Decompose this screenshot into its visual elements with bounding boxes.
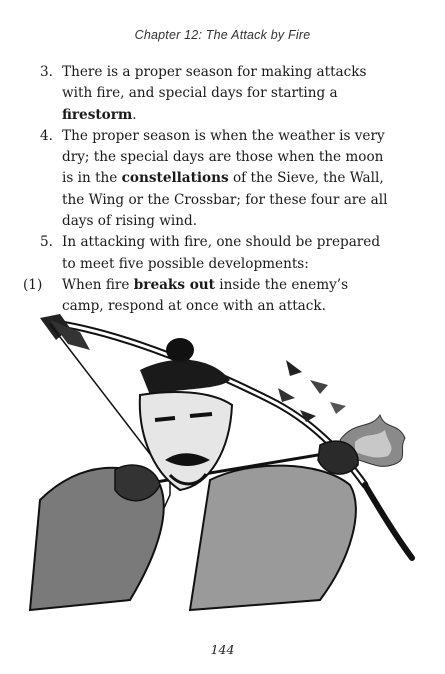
- item-text: In attacking with fire, one should be prepared to meet five possible developments:: [62, 234, 381, 272]
- item-text-end: of the Sieve, the Wall, the Wing or the Crossbar; for these four are all days of rising wind.: [62, 170, 388, 230]
- item-number: 3.: [40, 64, 53, 80]
- glossary-term: breaks out: [133, 276, 215, 293]
- page-number: 144: [210, 642, 235, 657]
- archer-with-fire-arrow-illustration: [20, 310, 420, 630]
- item-text: There is a proper season for making attacks with fire, and special days for starting a: [62, 64, 367, 102]
- chapter-header: Chapter 12: The Attack by Fire: [134, 28, 311, 42]
- item-number: 4.: [40, 127, 53, 144]
- item-number: (1): [23, 276, 43, 293]
- body-text: [23, 62, 390, 318]
- item-text: When fire: [62, 276, 134, 293]
- glossary-term: firestorm: [62, 106, 133, 123]
- glossary-term: constellations: [121, 170, 229, 187]
- item-text-end: .: [132, 106, 137, 123]
- list-item-4: [40, 126, 390, 232]
- item-text-end: inside the enemy’s camp, respond at once with an attack.: [62, 276, 349, 315]
- list-item-5: [40, 232, 390, 275]
- item-text: The proper season is when the weather is very dry; the special days are those when the moon is in the: [62, 127, 385, 187]
- item-number: 5.: [40, 234, 53, 251]
- list-item-3: [40, 62, 390, 126]
